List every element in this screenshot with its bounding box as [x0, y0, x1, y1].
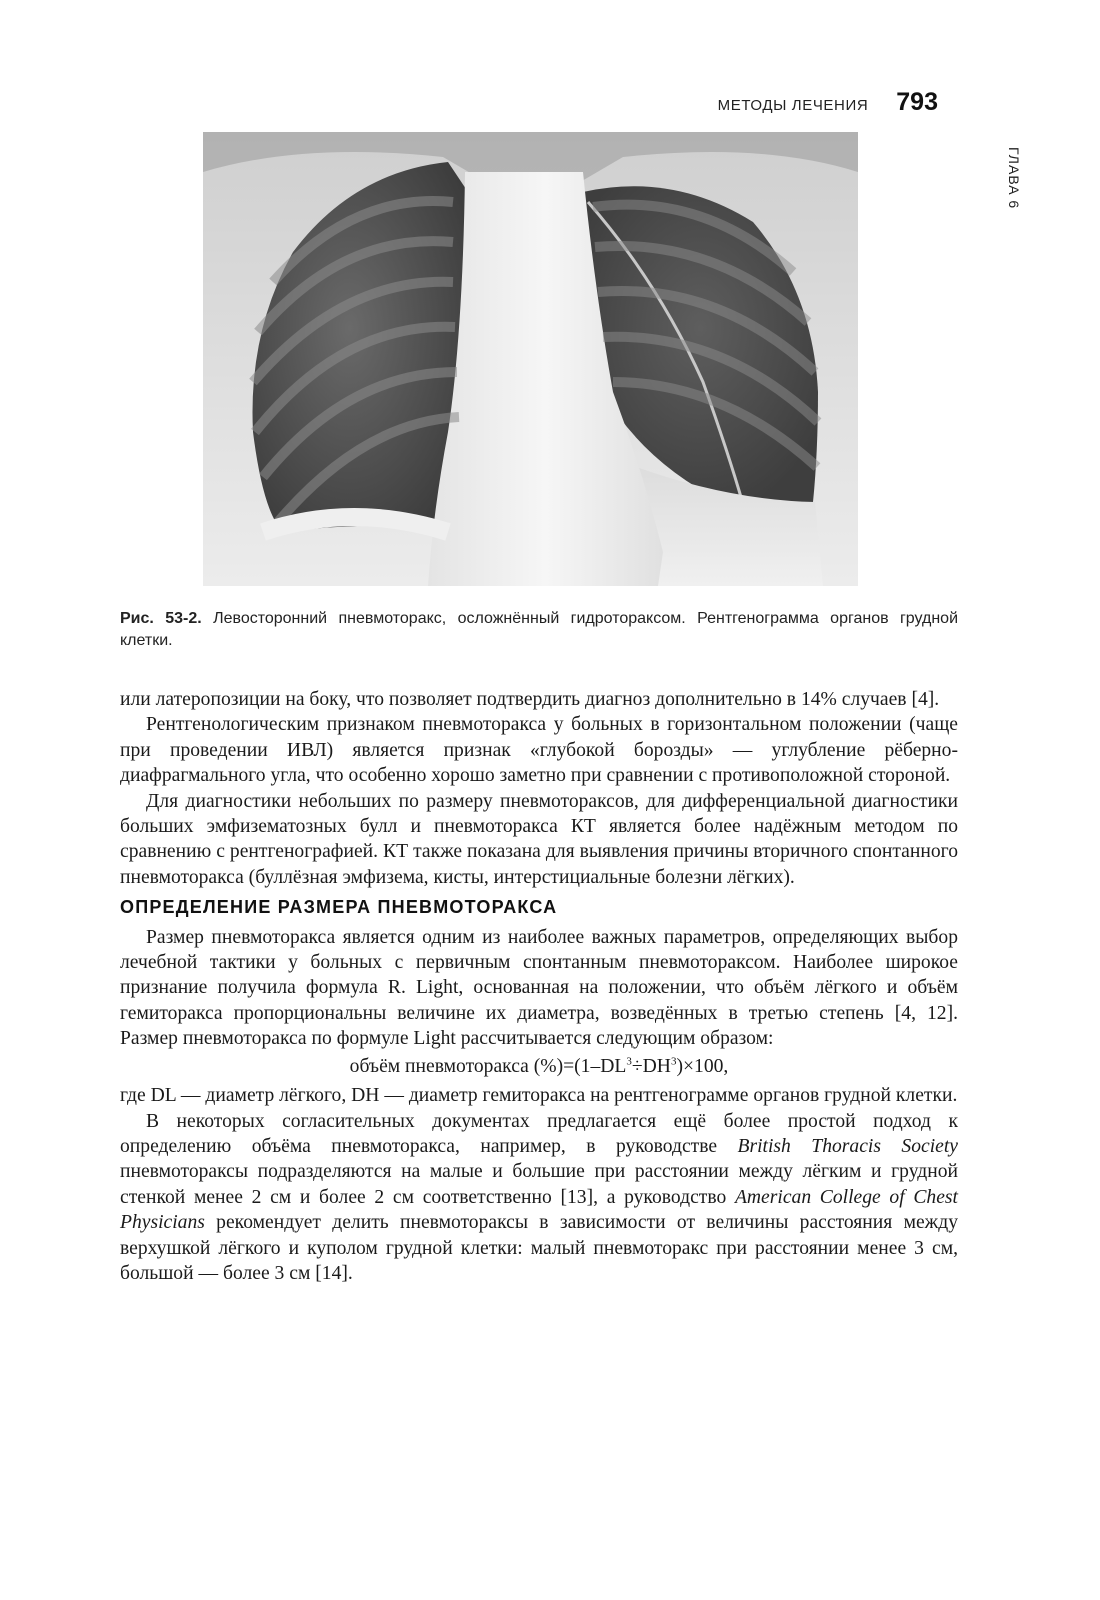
figure-caption-text: Левосторонний пневмоторакс, осложнённый гидротораксом. Рентгенограмма органов грудной клетки.: [120, 610, 959, 649]
chapter-tab: [1005, 138, 1023, 218]
paragraph-6-text-3: рекомендует делить пневмотораксы в зависимости от величины расстояния между верхушкой лёгкого и куполом грудной клетки: малый пневмоторакс при расстоянии менее 3 см, большой — более 3 см [14].: [120, 1212, 958, 1284]
paragraph-2: Рентгенологическим признаком пневмоторакса у больных в горизонтальном положении (чаще при проведении ИВЛ) является признак «глубокой борозды» — углубление рёберно-диафрагмального угла, что особенно хорошо заметно при сравнении с противоположной стороной.: [120, 714, 958, 787]
paragraph-5: где DL — диаметр лёгкого, DH — диаметр гемиторакса на рентгенограмме органов грудной клетки.: [120, 1085, 958, 1107]
paragraph-6-italic-bts: British Thoracis Society: [737, 1135, 958, 1157]
formula-part-c: )×100,: [676, 1055, 729, 1077]
chest-xray-drawing: [203, 132, 858, 586]
light-formula: [120, 1054, 958, 1079]
formula-exponent-2: 3: [670, 1055, 677, 1068]
chapter-tab-label: ГЛАВА 6: [1006, 146, 1022, 210]
page-number: 793: [896, 88, 938, 116]
paragraph-6-text-2: пневмотораксы подразделяются на малые и большие при расстоянии между лёгким и грудной стенкой менее 2 см и более 2 см соответственно [13], а руководство: [120, 1161, 958, 1208]
body-text: [120, 687, 958, 1286]
paragraph-1: или латеропозиции на боку, что позволяет подтвердить диагноз дополнительно в 14% случаев [4].: [120, 689, 940, 710]
paragraph-6-italic-accp: American College of Chest Physicians: [120, 1186, 958, 1234]
section-heading: ОПРЕДЕЛЕНИЕ РАЗМЕРА ПНЕВМОТОРАКСА: [120, 897, 558, 918]
formula-exponent-1: 3: [626, 1055, 632, 1068]
running-head: [718, 88, 938, 117]
formula-part-b: ÷DH: [631, 1055, 671, 1077]
running-title: МЕТОДЫ ЛЕЧЕНИЯ: [717, 97, 869, 114]
chest-xray-image: [203, 132, 858, 586]
paragraph-3: Для диагностики небольших по размеру пневмотораксов, для дифференциальной диагностики больших эмфизематозных булл и пневмоторакса КТ является более надёжным методом по сравнению с рентгенографией. КТ также показана для выявления причины вторичного спонтанного пневмоторакса (буллёзная эмфизема, кисты, интерстициальные болезни лёгких).: [120, 790, 958, 888]
paragraph-6: [120, 1109, 958, 1287]
figure-caption: [120, 608, 958, 652]
paragraph-6-text-1: В некоторых согласительных документах предлагается ещё более простой подход к определению объёма пневмоторакса, например, в руководстве: [120, 1110, 958, 1157]
formula-part-a: объём пневмоторакса (%)=(1–DL: [349, 1055, 627, 1077]
figure-label: Рис. 53-2.: [120, 610, 202, 627]
paragraph-4: Размер пневмоторакса является одним из наиболее важных параметров, определяющих выбор лечебной тактики у больных с первичным спонтанным пневмотораксом. Наиболее широкое признание получила формула R. Light, основанная на положении, что объём лёгкого и объём гемиторакса пропорциональны величине их диаметра, возведённых в третью степень [4, 12]. Размер пневмоторакса по формуле Light рассчитывается следующим образом:: [120, 926, 958, 1050]
